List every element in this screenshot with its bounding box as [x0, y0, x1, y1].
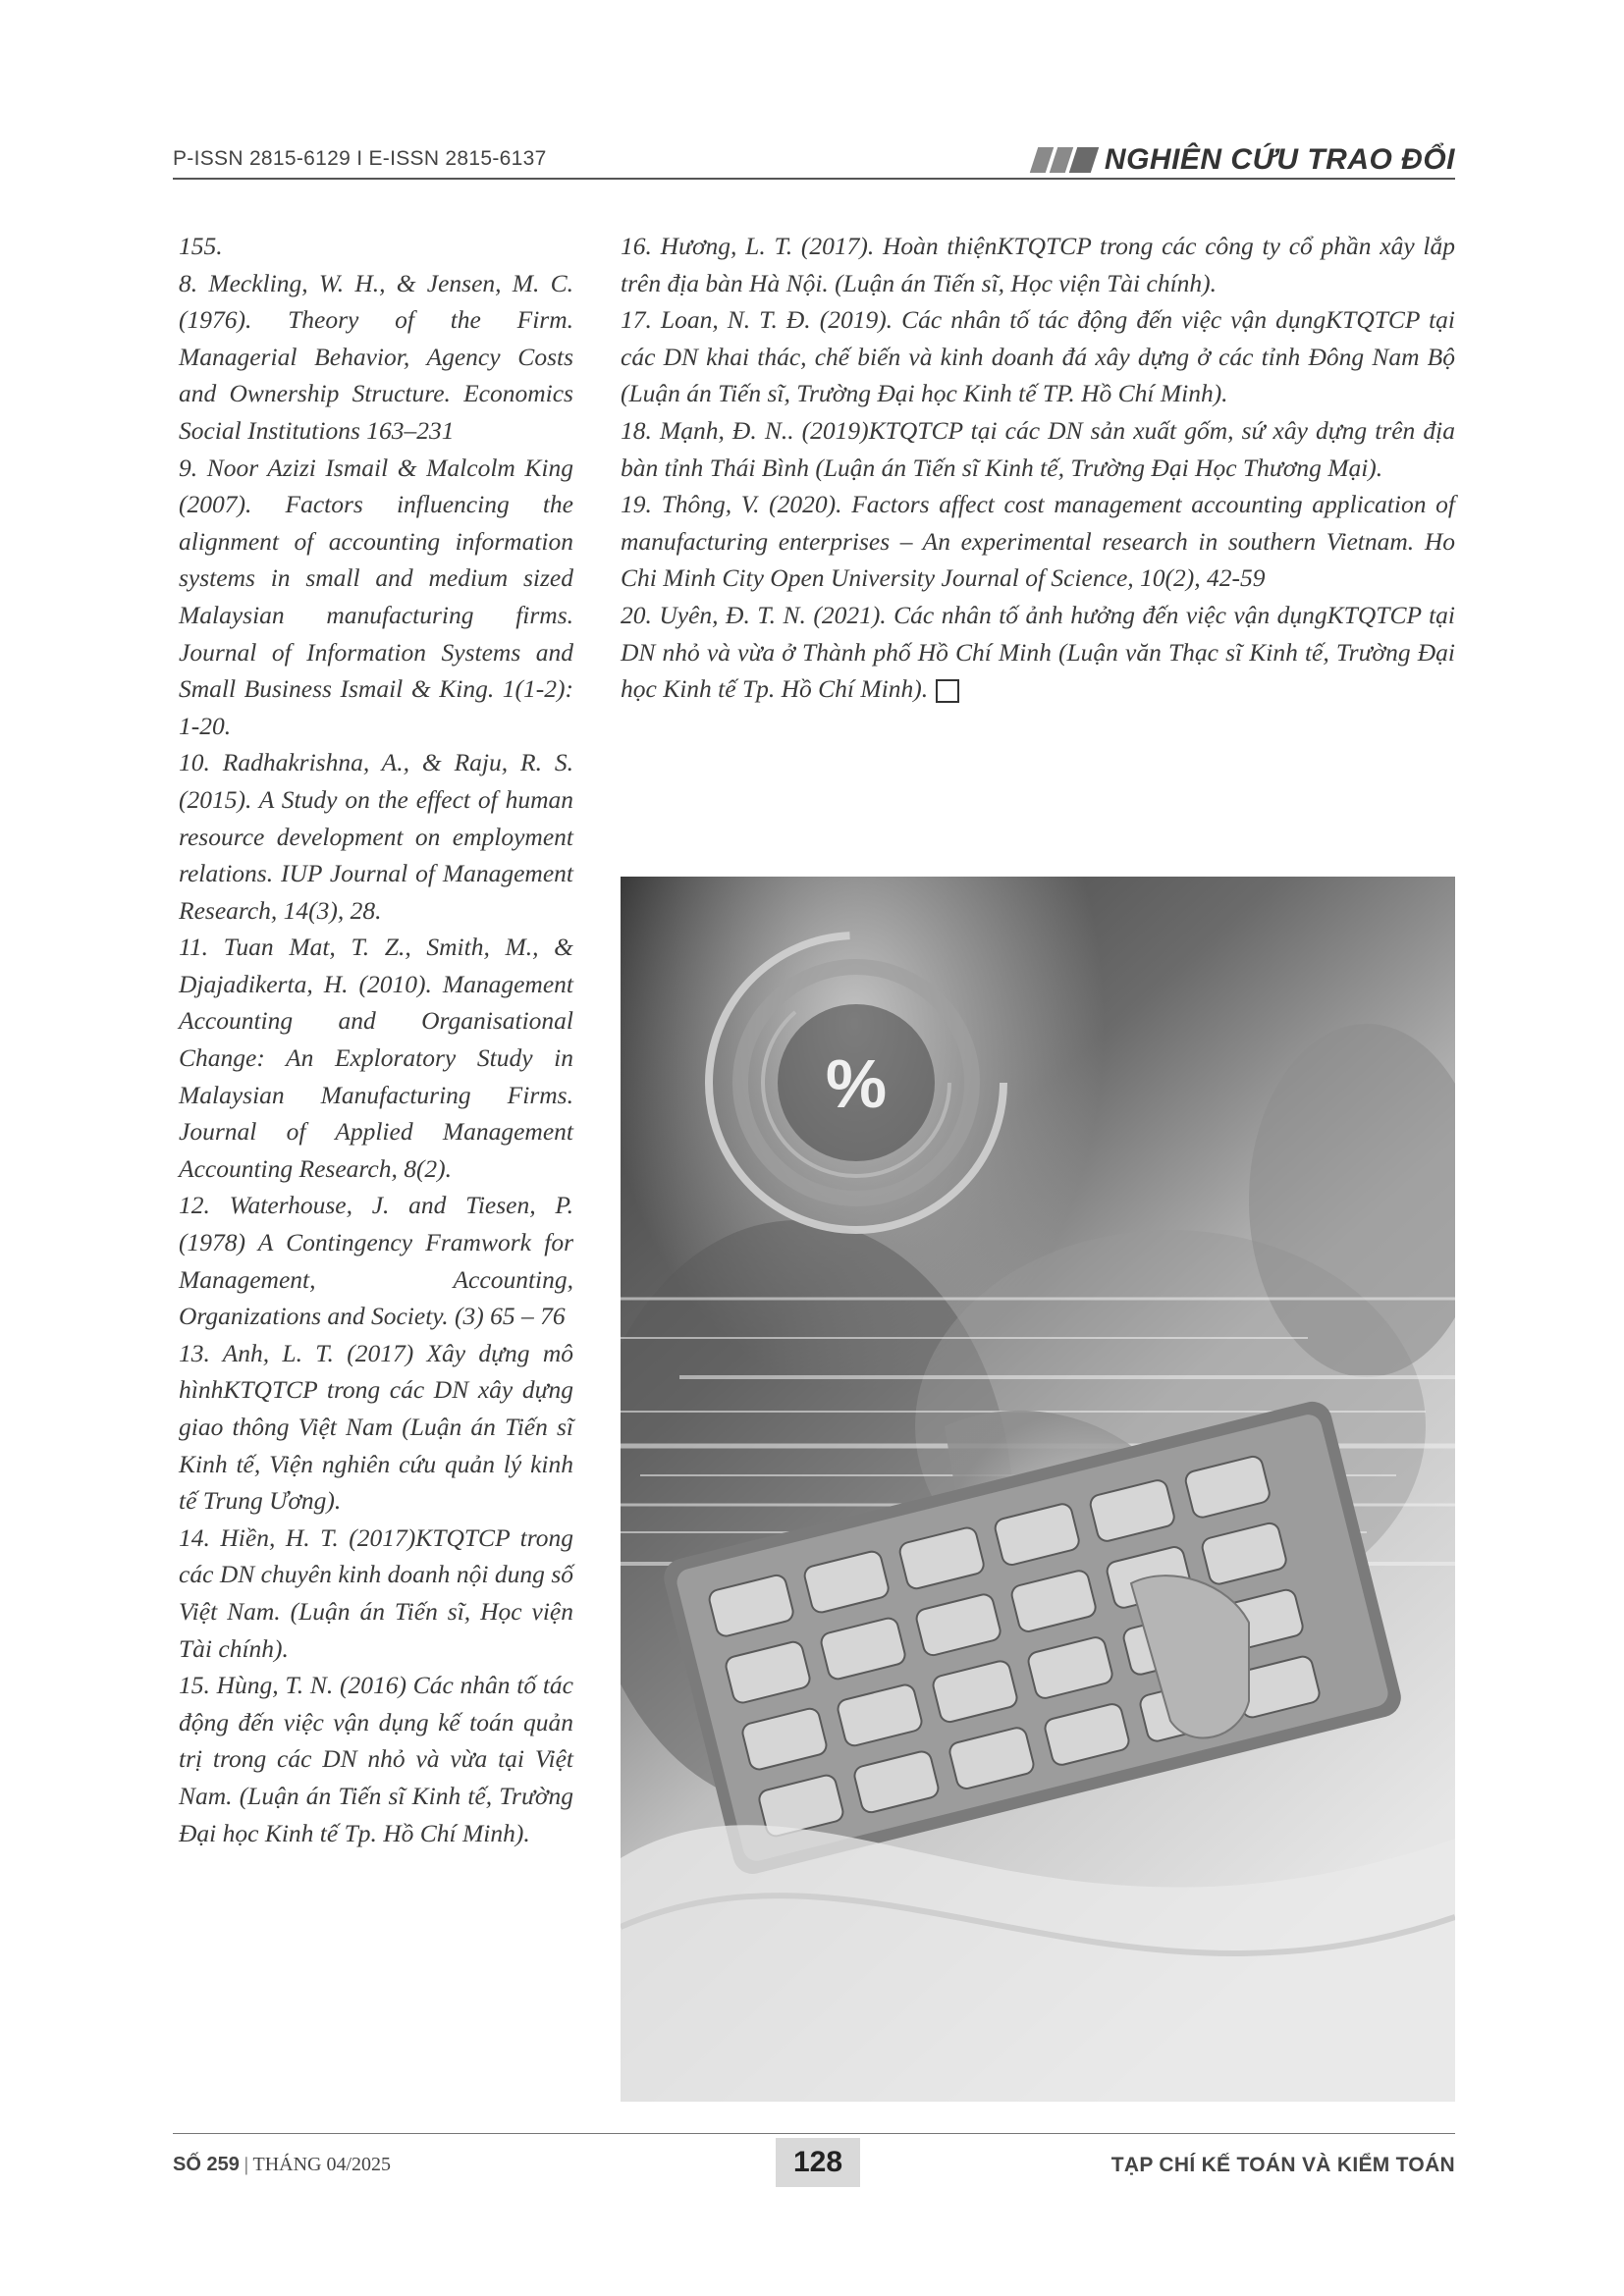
- reference-item: 16. Hương, L. T. (2017). Hoàn thiệnKTQTCP trong các công ty cổ phần xây lắp trên địa bàn Hà Nội. (Luận án Tiến sĩ, Học viện Tài chính).: [621, 232, 1455, 297]
- section-title: NGHIÊN CỨU TRAO ĐỔI: [1104, 143, 1455, 176]
- references-left-column: [179, 228, 573, 1851]
- reference-item: 8. Meckling, W. H., & Jensen, M. C. (1976). Theory of the Firm. Managerial Behavior, Agency Costs and Ownership Structure. Economics Social Institutions 163–231: [179, 268, 573, 445]
- reference-item: 17. Loan, N. T. Đ. (2019). Các nhân tố tác động đến việc vận dụngKTQTCP tại các DN khai thác, chế biến và kinh doanh đá xây dựng ở các tỉnh Đông Nam Bộ (Luận án Tiến sĩ, Trường Đại học Kinh tế TP. Hồ Chí Minh).: [621, 305, 1455, 408]
- calculator-photo: [621, 877, 1455, 2102]
- reference-item: 19. Thông, V. (2020). Factors affect cost management accounting application of manufacturing enterprises – An experimental research in southern Vietnam. Ho Chi Minh City Open University Journal of Science, 10(2), 42-59: [621, 490, 1455, 593]
- reference-item: 18. Mạnh, Đ. N.. (2019)KTQTCP tại các DN sản xuất gốm, sứ xây dựng trên địa bàn tỉnh Thái Bình (Luận án Tiến sĩ Kinh tế, Trường Đại Học Thương Mại).: [621, 415, 1455, 482]
- issn-header: P-ISSN 2815-6129 I E-ISSN 2815-6137: [173, 147, 547, 170]
- issue-info: [173, 2154, 391, 2176]
- issue-number: SỐ 259: [173, 2154, 240, 2175]
- references-right-column: [621, 228, 1455, 708]
- reference-item-last: [621, 597, 1455, 708]
- end-of-article-square-icon: [936, 679, 959, 703]
- issue-month: | THÁNG 04/2025: [239, 2154, 392, 2175]
- section-header: [1034, 143, 1455, 177]
- decorative-bars: [1034, 147, 1095, 173]
- percent-symbol: %: [825, 1045, 888, 1122]
- reference-item: 155.: [179, 232, 223, 260]
- reference-item: 15. Hùng, T. N. (2016) Các nhân tố tác động đến việc vận dụng kế toán quản trị trong các DN nhỏ và vừa tại Việt Nam. (Luận án Tiến sĩ Kinh tế, Trường Đại học Kinh tế Tp. Hồ Chí Minh).: [179, 1671, 573, 1847]
- reference-item: 14. Hiền, H. T. (2017)KTQTCP trong các DN chuyên kinh doanh nội dung số Việt Nam. (Luận án Tiến sĩ, Học viện Tài chính).: [179, 1522, 573, 1663]
- reference-item: 12. Waterhouse, J. and Tiesen, P. (1978) A Contingency Framwork for Management, Accounting, Organizations and Society. (3) 65 – 76: [179, 1191, 573, 1331]
- reference-item: 11. Tuan Mat, T. Z., Smith, M., & Djajadikerta, H. (2010). Management Accounting and Organisational Change: An Exploratory Study in Malaysian Manufacturing Firms. Journal of Applied Management Accounting Research, 8(2).: [179, 933, 573, 1183]
- reference-item: 9. Noor Azizi Ismail & Malcolm King (2007). Factors influencing the alignment of accounting information systems in small and medium sized Malaysian manufacturing firms. Journal of Information Systems and Small Business Ismail & King. 1(1-2): 1-20.: [179, 453, 573, 740]
- header-divider: [173, 178, 1455, 180]
- footer-divider: [173, 2133, 1455, 2134]
- reference-item: 10. Radhakrishna, A., & Raju, R. S. (2015). A Study on the effect of human resource development on employment relations. IUP Journal of Management Research, 14(3), 28.: [179, 748, 573, 925]
- page-number: 128: [776, 2138, 860, 2187]
- reference-item-text: 20. Uyên, Đ. T. N. (2021). Các nhân tố ảnh hưởng đến việc vận dụngKTQTCP tại DN nhỏ và vừa ở Thành phố Hồ Chí Minh (Luận văn Thạc sĩ Kinh tế, Trường Đại học Kinh tế Tp. Hồ Chí Minh).: [621, 600, 1455, 704]
- journal-name: TẠP CHÍ KẾ TOÁN VÀ KIỂM TOÁN: [1110, 2154, 1455, 2176]
- reference-item: 13. Anh, L. T. (2017) Xây dựng mô hìnhKTQTCP trong các DN xây dựng giao thông Việt Nam (Luận án Tiến sĩ Kinh tế, Viện nghiên cứu quản lý kinh tế Trung Ương).: [179, 1338, 573, 1516]
